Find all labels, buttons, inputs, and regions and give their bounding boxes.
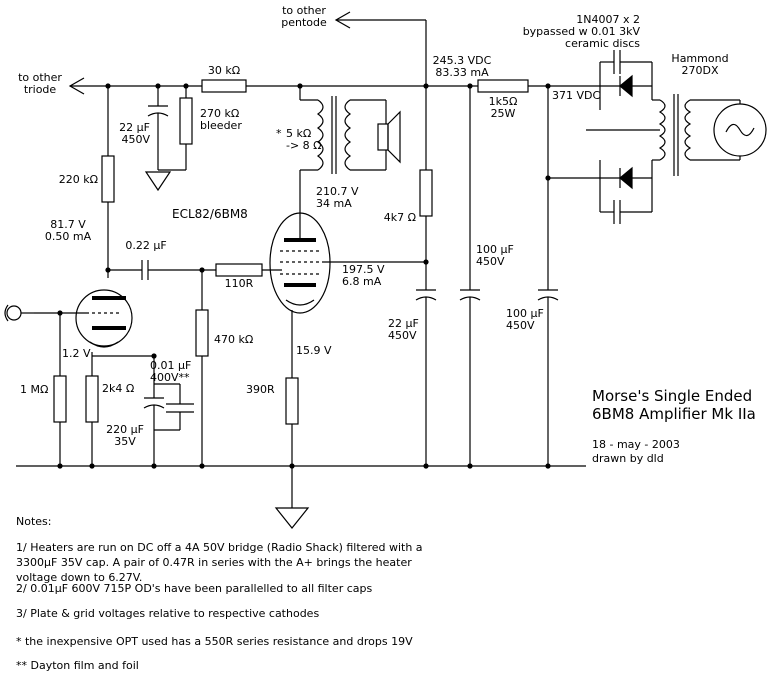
diodes-label: 1N4007 x 2 bypassed w 0.01 3kV ceramic discs (522, 13, 640, 50)
ground-symbol-top (146, 172, 170, 190)
r-1M-label: 1 MΩ (20, 383, 49, 396)
note-3: 3/ Plate & grid voltages relative to respective cathodes (16, 607, 320, 620)
pentode-tube (270, 213, 426, 378)
title-date: 18 - may - 2003 (592, 438, 680, 451)
title-line-2: 6BM8 Amplifier Mk IIa (592, 405, 756, 423)
resistor-30k (202, 80, 246, 92)
to-other-pentode-line (336, 12, 426, 86)
rectifier-diodes (600, 50, 652, 224)
resistor-1M (54, 311, 66, 466)
to-other-pentode-label: to other pentode (281, 4, 327, 29)
ground-rail (16, 464, 586, 468)
tube-type-label: ECL82/6BM8 (172, 207, 248, 221)
capacitor-100uf-b (538, 86, 600, 466)
r-220k-label: 220 kΩ (58, 173, 98, 186)
r-390r-label: 390R (246, 383, 275, 396)
r-2k4-label: 2k4 Ω (102, 382, 135, 395)
r-1k5-label: 1k5Ω 25W (488, 95, 518, 120)
resistor-390r (286, 378, 298, 508)
title-line-1: Morse's Single Ended (592, 387, 753, 405)
notes-heading: Notes: (16, 515, 52, 528)
note-4: * the inexpensive OPT used has a 550R series resistance and drops 19V (16, 635, 413, 648)
c-22u-screen-label: 22 µF 450V (388, 317, 419, 342)
cathode-v-triode-label: 1.2 V (62, 347, 91, 360)
speaker-icon (378, 112, 400, 162)
screen-v-label: 197.5 V 6.8 mA (342, 263, 385, 288)
pentode-plate-v-label: 210.7 V 34 mA (316, 185, 359, 210)
r-4k7-label: 4k7 Ω (383, 211, 416, 224)
to-other-triode-label: to other triode (18, 71, 62, 96)
resistor-110r (216, 264, 282, 276)
opt-ratio-label: 5 kΩ -> 8 Ω (286, 127, 322, 152)
note-1: 1/ Heaters are run on DC off a 4A 50V bridge (Radio Shack) filtered with a 3300µF 35V cap. A pair of 0.47R in series with the A+ brings the heater voltage down to 6.27V. (16, 541, 423, 584)
v-371-label: 371 VDC (552, 89, 601, 102)
c-100u-a-label: 100 µF 450V (476, 243, 514, 268)
r-30k-label: 30 kΩ (207, 64, 241, 77)
resistor-1k5 (478, 80, 528, 92)
r-470k-label: 470 kΩ (214, 333, 254, 346)
b-plus-label: 245.3 VDC 83.33 mA (432, 54, 492, 79)
note-5: ** Dayton film and foil (16, 659, 139, 672)
note-2: 2/ 0.01µF 600V 715P OD's have been parallelled to all filter caps (16, 582, 373, 595)
cathode-v-pentode-label: 15.9 V (296, 344, 332, 357)
c-022u-label: 0.22 µF (125, 239, 167, 252)
title-author: drawn by dld (592, 452, 664, 465)
capacitor-022uf (108, 260, 216, 280)
r-110r-label: 110R (224, 277, 254, 290)
ac-source-icon (714, 104, 766, 156)
resistor-220k (102, 86, 114, 278)
resistor-470k (196, 270, 208, 466)
c-220u-label: 220 µF 35V (106, 423, 144, 448)
transformer-label: Hammond 270DX (671, 52, 729, 77)
resistor-4k7 (420, 86, 432, 290)
capacitor-100uf-a (460, 86, 480, 466)
r-270k-label: 270 kΩ bleeder (200, 107, 242, 132)
triode-plate-v-label: 81.7 V 0.50 mA (44, 218, 92, 243)
input-jack (5, 305, 34, 321)
c-001u-label: 0.01 µF 400V** (150, 359, 192, 384)
c-100u-b-label: 100 µF 450V (506, 307, 544, 332)
resistor-270k-bleeder (180, 86, 192, 170)
c-22u-top-label: 22 µF 450V (119, 121, 150, 146)
capacitor-22uf-screen (416, 290, 436, 466)
opt-star-label: * (276, 127, 282, 140)
triode-tube (34, 290, 132, 347)
